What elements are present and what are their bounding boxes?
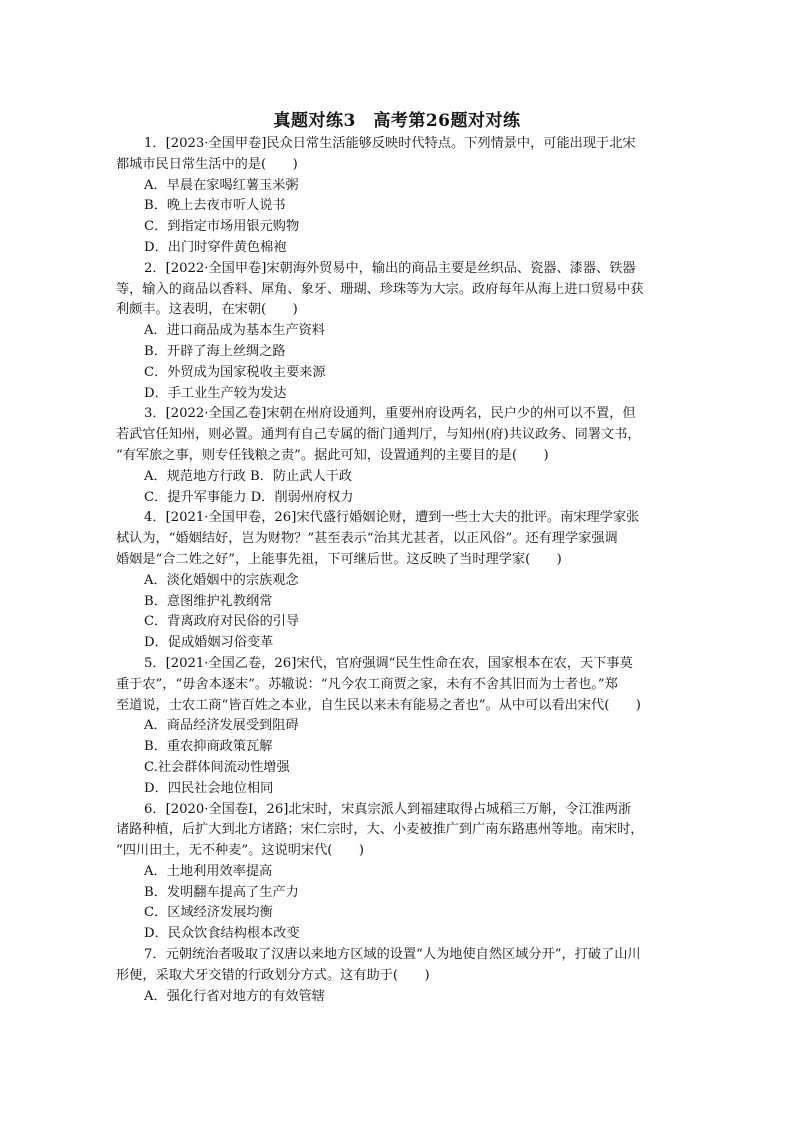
question-stem-line: 至道说，士农工商“皆百姓之本业，自生民以来未有能易之者也”。从中可以看出宋代( ) [116, 697, 641, 713]
option-b: B．重农抑商政策瓦解 [144, 739, 273, 755]
option-d: D．手工业生产较为发达 [144, 385, 287, 401]
question-5 [116, 654, 682, 800]
option-c: C．背离政府对民俗的引导 [144, 614, 300, 630]
option-c: C．到指定市场用银元购物 [144, 219, 300, 235]
option-c-d: C．提升军事能力 D．削弱州府权力 [144, 489, 354, 505]
option-c: C．外贸成为国家税收主要来源 [144, 364, 326, 380]
option-b: B．开辟了海上丝绸之路 [144, 343, 286, 359]
question-stem-line: 诸路种植，后扩大到北方诸路；宋仁宗时，大、小麦被推广到广南东路惠州等地。南宋时， [116, 822, 644, 838]
question-list [116, 134, 682, 1007]
question-stem-line: 若武官任知州，则必置。通判有自己专属的衙门通判厅，与知州(府)共议政务、同署文书， [116, 427, 641, 443]
option-c: C．区域经济发展均衡 [144, 905, 273, 921]
question-stem-line: 都城市民日常生活中的是( ) [116, 156, 298, 172]
option-a: A．土地利用效率提高 [144, 863, 273, 879]
page-title: 真题对练3 高考第26题对对练 [273, 111, 521, 131]
option-b: B．晚上去夜市听人说书 [144, 198, 286, 214]
question-stem-line: 利颇丰。这表明，在宋朝( ) [116, 302, 298, 318]
question-stem-line: 形便，采取犬牙交错的行政划分方式。这有助于( ) [116, 967, 430, 983]
question-stem-line: 1．[2023·全国甲卷]民众日常生活能够反映时代特点。下列情景中，可能出现于北宋 [144, 136, 636, 151]
question-stem-line: 5．[2021·全国乙卷，26]宋代，官府强调“民生性命在农，国家根本在农，天下事莫 [144, 655, 633, 671]
question-stem-line: 2．[2022·全国甲卷]宋朝海外贸易中，输出的商品主要是丝织品、瓷器、漆器、铁器 [144, 260, 636, 276]
option-d: D．出门时穿件黄色棉袍 [144, 239, 287, 255]
question-4 [116, 508, 682, 654]
question-stem-line: 3．[2022·全国乙卷]宋朝在州府设通判，重要州府设两名，民户少的州可以不置，但 [144, 406, 636, 422]
option-d: D．促成婚姻习俗变革 [144, 635, 274, 651]
question-7 [116, 945, 682, 1007]
option-b: B．发明翻车提高了生产力 [144, 884, 299, 900]
option-a-b: A．规范地方行政 B．防止武人干政 [144, 468, 353, 484]
option-a: A．进口商品成为基本生产资料 [144, 323, 325, 339]
question-3 [116, 404, 682, 508]
question-1 [116, 134, 682, 259]
question-2 [116, 259, 682, 405]
option-a: A．早晨在家喝红薯玉米粥 [144, 177, 299, 193]
option-a: A．淡化婚姻中的宗族观念 [144, 572, 299, 588]
question-stem-line: 4．[2021·全国甲卷，26]宋代盛行婚姻论财，遭到一些士大夫的批评。南宋理学家张 [144, 510, 640, 526]
option-b: B．意图维护礼教纲常 [144, 593, 273, 609]
question-stem-line: 等，输入的商品以香料、犀角、象牙、珊瑚、珍珠等为大宗。政府每年从海上进口贸易中获 [116, 281, 644, 297]
option-d: D．民众饮食结构根本改变 [144, 926, 300, 942]
question-stem-line: “四川田土，无不种麦”。这说明宋代( ) [116, 843, 364, 859]
question-stem-line: 重于农”，“毋舍本逐末”。苏辙说：“凡今农工商贾之家，未有不舍其旧而为士者也。”郑 [116, 676, 618, 692]
option-a: A．强化行省对地方的有效管辖 [144, 988, 325, 1004]
option-d: D．四民社会地位相同 [144, 780, 274, 796]
question-stem-line: 6．[2020·全国卷Ⅰ，26]北宋时，宋真宗派人到福建取得占城稻三万斛，令江淮两浙 [144, 801, 632, 817]
question-stem-line: 栻认为，“婚姻结好，岂为财物？”甚至表示“治其尤甚者，以正风俗”。还有理学家强调 [116, 531, 618, 547]
question-stem-line: 7．元朝统治者吸取了汉唐以来地方区域的设置“人为地使自然区域分开”，打破了山川 [144, 947, 641, 963]
question-stem-line: “有军旅之事，则专任钱粮之责”。据此可知，设置通判的主要目的是( ) [116, 447, 549, 463]
option-a: A．商品经济发展受到阻碍 [144, 718, 299, 734]
option-c: C.社会群体间流动性增强 [144, 759, 290, 775]
question-6 [116, 800, 682, 946]
question-stem-line: 婚姻是“合二姓之好”，上能事先祖，下可继后世。这反映了当时理学家( ) [116, 551, 562, 567]
